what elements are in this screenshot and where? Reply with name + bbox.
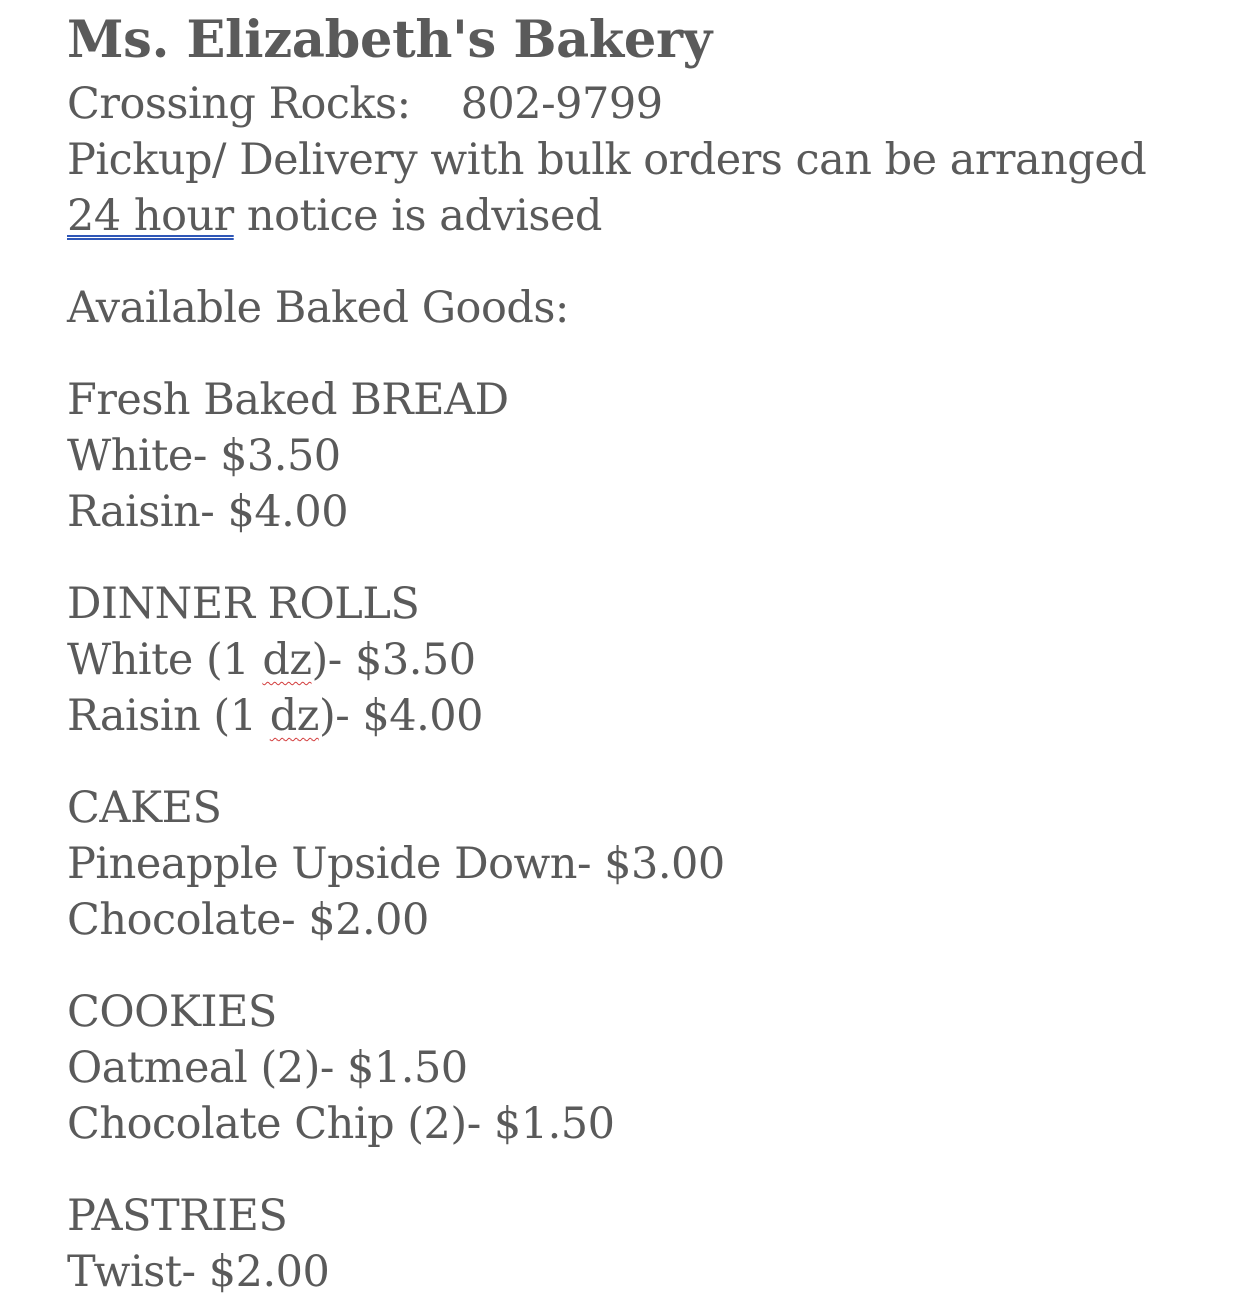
menu-item: Twist- $2.00	[67, 1247, 330, 1297]
location-label: Crossing Rocks:	[67, 79, 411, 129]
menu-item: Oatmeal (2)- $1.50	[67, 1043, 468, 1093]
location-line	[67, 76, 1207, 132]
phone-number: 802-9799	[460, 79, 663, 129]
document-body	[67, 0, 1207, 1300]
pickup-note: Pickup/ Delivery with bulk orders can be arranged	[67, 135, 1147, 185]
menu-item: Raisin- $4.00	[67, 487, 349, 537]
section-heading-cakes: CAKES	[67, 783, 222, 833]
notice-rest-text: notice is advised	[233, 191, 602, 241]
menu-item: White- $3.50	[67, 431, 341, 481]
section-heading-bread: Fresh Baked BREAD	[67, 375, 509, 425]
available-heading: Available Baked Goods:	[67, 283, 569, 333]
section-heading-dinner-rolls: DINNER ROLLS	[67, 579, 420, 629]
section-heading-pastries: PASTRIES	[67, 1191, 288, 1241]
notice-underlined-text: 24 hour	[67, 191, 234, 241]
menu-item: White (1 dz)- $3.50	[67, 635, 476, 685]
menu-item: Pineapple Upside Down- $3.00	[67, 839, 725, 889]
menu-item: Chocolate- $2.00	[67, 895, 429, 945]
spellcheck-flagged-word: dz	[269, 691, 319, 741]
menu-item: Chocolate Chip (2)- $1.50	[67, 1099, 615, 1149]
menu-item: Raisin (1 dz)- $4.00	[67, 691, 484, 741]
bakery-title: Ms. Elizabeth's Bakery	[67, 10, 712, 70]
spellcheck-flagged-word: dz	[262, 635, 312, 685]
notice-line	[67, 188, 1207, 244]
section-heading-cookies: COOKIES	[67, 987, 277, 1037]
